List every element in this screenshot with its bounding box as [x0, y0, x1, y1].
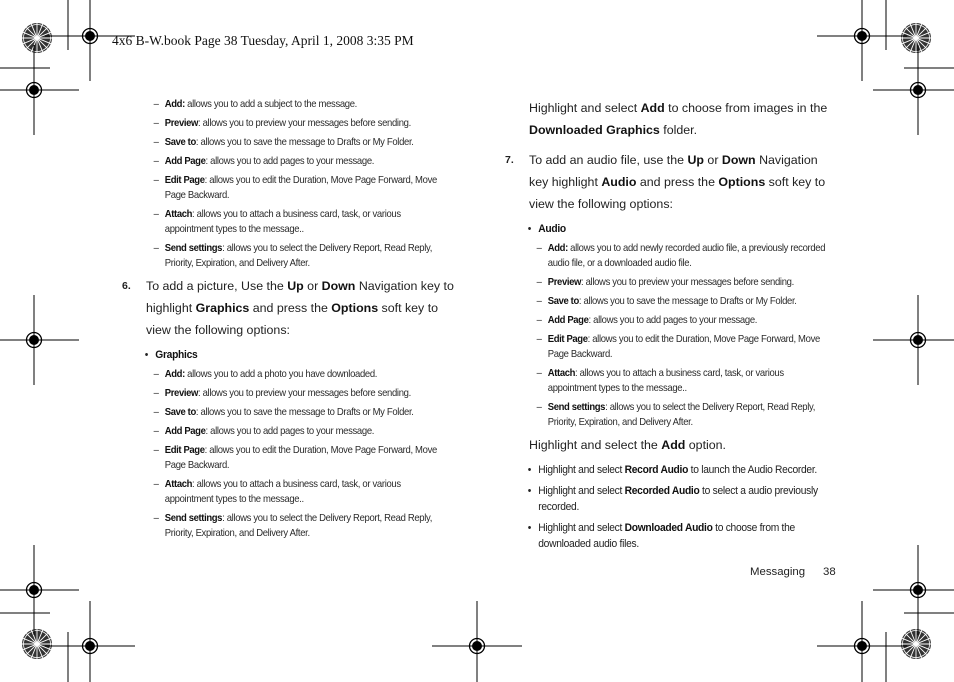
- list-item: – Attach: allows you to attach a business card, task, or various appointment types to the message..: [153, 479, 401, 505]
- step-7: 7. To add an audio file, use the Up or Down Navigation key highlight Audio and press the Options soft key to view the following options:: [505, 153, 826, 211]
- list-item: – Save to: allows you to save the message to Drafts or My Folder.: [153, 407, 414, 418]
- list-item: – Add Page: allows you to add pages to your message.: [153, 426, 375, 437]
- step-6: 6. To add a picture, Use the Up or Down Navigation key to highlight Graphics and press the Options soft key to view the following options:: [122, 279, 454, 337]
- right-column: [505, 97, 845, 557]
- print-header: 4x6 B-W.book Page 38 Tuesday, April 1, 2008 3:35 PM: [112, 33, 414, 48]
- list-item: – Add: allows you to add newly recorded audio file, a previously recorded audio file, or a downloaded audio file.: [536, 243, 826, 269]
- list-item: – Preview: allows you to preview your messages before sending.: [153, 388, 411, 399]
- list-item: – Attach: allows you to attach a business card, task, or various appointment types to the message..: [153, 209, 401, 235]
- list-item: – Add: allows you to add a subject to the message.: [153, 99, 357, 110]
- list-item: – Preview: allows you to preview your messages before sending.: [153, 118, 411, 129]
- footer-page-number: 38: [823, 566, 836, 578]
- list-item: – Add: allows you to add a photo you have downloaded.: [153, 369, 378, 380]
- list-item: – Save to: allows you to save the message to Drafts or My Folder.: [536, 296, 797, 307]
- list-item: – Send settings: allows you to select the Delivery Report, Read Reply, Priority, Expiration, and Delivery After.: [153, 513, 433, 539]
- list-item: • Highlight and select Downloaded Audio to choose from the downloaded audio files.: [527, 522, 795, 550]
- audio-heading: • Audio: [527, 223, 566, 235]
- list-item: • Highlight and select Record Audio to launch the Audio Recorder.: [527, 464, 817, 476]
- audio-options-list: [505, 241, 845, 430]
- list-item: – Edit Page: allows you to edit the Duration, Move Page Forward, Move Page Backward.: [536, 334, 820, 360]
- left-column: [122, 97, 467, 545]
- list-item: – Attach: allows you to attach a business card, task, or various appointment types to the message..: [536, 368, 784, 394]
- list-item: – Preview: allows you to preview your messages before sending.: [536, 277, 794, 288]
- message-options-list: [122, 97, 467, 271]
- graphics-heading: • Graphics: [144, 349, 198, 361]
- audio-add-bullets: [505, 462, 845, 552]
- footer-section-name: Messaging: [750, 566, 806, 578]
- list-item: – Add Page: allows you to add pages to your message.: [153, 156, 375, 167]
- audio-add-note: Highlight and select the Add option.: [529, 438, 726, 452]
- graphics-add-note: Highlight and select Add to choose from images in the Downloaded Graphics folder.: [529, 101, 828, 137]
- list-item: – Send settings: allows you to select the Delivery Report, Read Reply, Priority, Expiration, and Delivery After.: [536, 402, 816, 428]
- list-item: – Add Page: allows you to add pages to your message.: [536, 315, 758, 326]
- list-item: – Send settings: allows you to select the Delivery Report, Read Reply, Priority, Expiration, and Delivery After.: [153, 243, 433, 269]
- graphics-options-list: [122, 367, 467, 541]
- list-item: • Highlight and select Recorded Audio to select a audio previously recorded.: [527, 485, 818, 513]
- list-item: – Edit Page: allows you to edit the Duration, Move Page Forward, Move Page Backward.: [153, 445, 437, 471]
- list-item: – Edit Page: allows you to edit the Duration, Move Page Forward, Move Page Backward.: [153, 175, 437, 201]
- list-item: – Save to: allows you to save the message to Drafts or My Folder.: [153, 137, 414, 148]
